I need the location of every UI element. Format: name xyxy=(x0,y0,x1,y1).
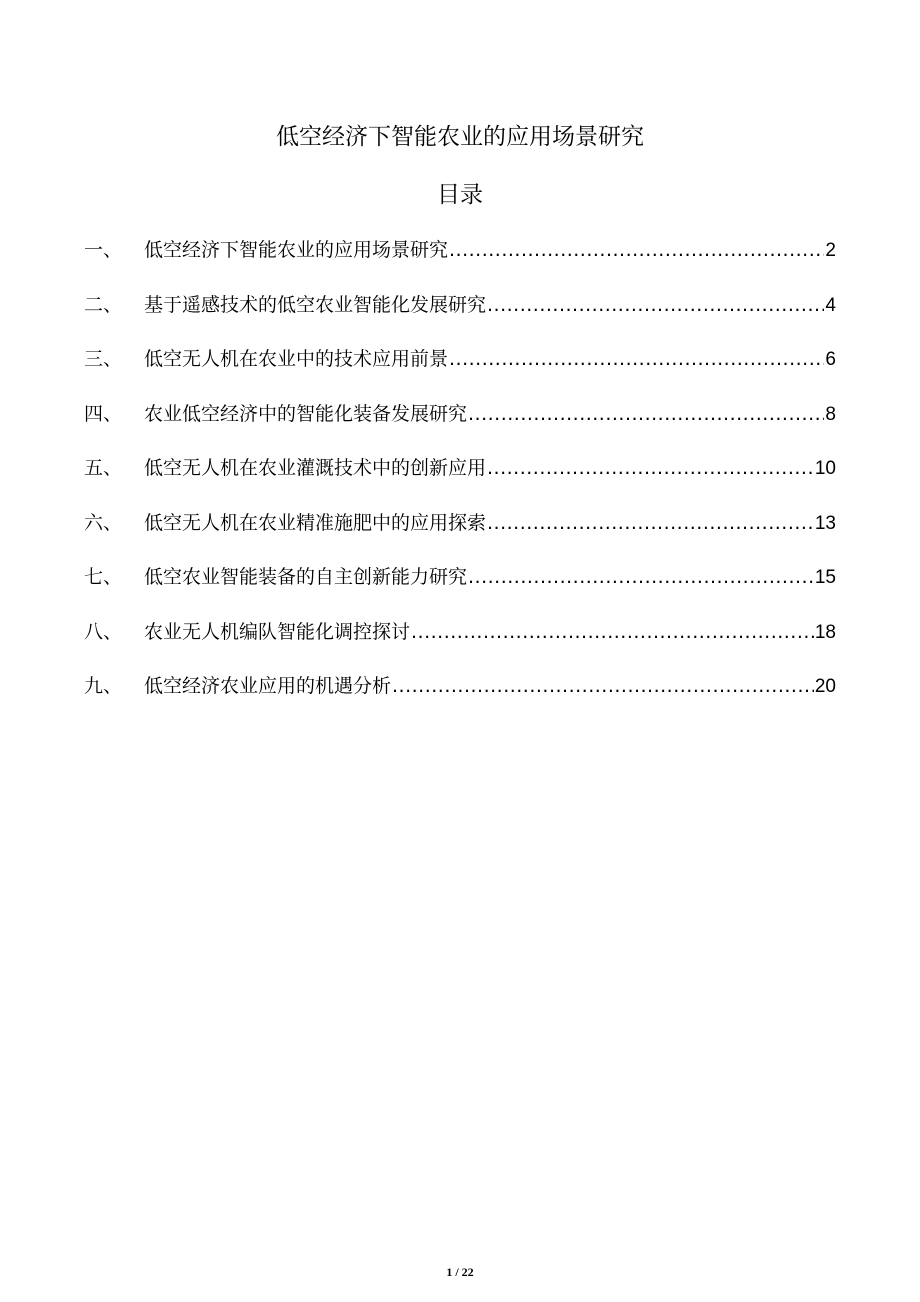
table-of-contents xyxy=(84,233,836,724)
toc-entry[interactable] xyxy=(84,288,836,343)
toc-dot-leader xyxy=(449,233,824,267)
toc-entry-title[interactable]: 农业低空经济中的智能化装备发展研究 xyxy=(144,402,468,425)
toc-entry-page[interactable]: 6 xyxy=(825,349,836,370)
toc-heading: 目录 xyxy=(437,182,483,208)
toc-entry-number: 三、 xyxy=(84,348,123,370)
toc-entry-page[interactable]: 2 xyxy=(825,240,836,261)
toc-entry-number: 四、 xyxy=(84,402,123,425)
document-title: 低空经济下智能农业的应用场景研究 xyxy=(276,124,644,150)
toc-entry-page[interactable]: 15 xyxy=(814,567,836,588)
toc-entry[interactable] xyxy=(84,560,836,615)
toc-entry-number: 二、 xyxy=(84,293,123,316)
toc-entry-number: 一、 xyxy=(84,239,123,261)
toc-entry-title[interactable]: 低空无人机在农业中的技术应用前景 xyxy=(144,348,449,370)
toc-entry[interactable] xyxy=(84,451,836,506)
toc-entry[interactable] xyxy=(84,397,836,452)
toc-entry[interactable] xyxy=(84,669,836,724)
toc-entry[interactable] xyxy=(84,615,836,670)
toc-entry-title[interactable]: 低空无人机在农业精准施肥中的应用探索 xyxy=(144,511,487,534)
toc-dot-leader xyxy=(487,288,824,322)
toc-entry-title[interactable]: 低空经济农业应用的机遇分析 xyxy=(144,675,392,697)
toc-dot-leader xyxy=(468,560,814,594)
toc-dot-leader xyxy=(411,615,814,649)
toc-entry-page[interactable]: 8 xyxy=(825,403,836,425)
toc-entry-title[interactable]: 基于遥感技术的低空农业智能化发展研究 xyxy=(144,293,487,316)
toc-entry-number: 七、 xyxy=(84,566,123,588)
toc-dot-leader xyxy=(487,451,814,485)
toc-entry-number: 六、 xyxy=(84,511,123,534)
toc-dot-leader xyxy=(392,669,814,703)
toc-entry[interactable] xyxy=(84,233,836,288)
toc-entry-title[interactable]: 低空经济下智能农业的应用场景研究 xyxy=(144,239,449,261)
toc-entry[interactable] xyxy=(84,506,836,561)
toc-entry[interactable] xyxy=(84,342,836,397)
toc-entry-title[interactable]: 农业无人机编队智能化调控探讨 xyxy=(144,620,411,643)
toc-dot-leader xyxy=(487,506,814,540)
toc-dot-leader xyxy=(468,397,824,431)
toc-entry-title[interactable]: 低空农业智能装备的自主创新能力研究 xyxy=(144,566,468,588)
toc-entry-page[interactable]: 13 xyxy=(814,512,836,534)
toc-entry-page[interactable]: 20 xyxy=(814,676,836,697)
toc-entry-number: 五、 xyxy=(84,457,123,479)
toc-dot-leader xyxy=(449,342,824,376)
toc-entry-page[interactable]: 4 xyxy=(825,294,836,316)
toc-entry-page[interactable]: 18 xyxy=(814,621,836,643)
toc-entry-number: 九、 xyxy=(84,675,123,697)
toc-entry-title[interactable]: 低空无人机在农业灌溉技术中的创新应用 xyxy=(144,457,487,479)
toc-entry-number: 八、 xyxy=(84,620,123,643)
page-number-footer: 1 / 22 xyxy=(446,1265,474,1279)
toc-entry-page[interactable]: 10 xyxy=(814,458,836,479)
